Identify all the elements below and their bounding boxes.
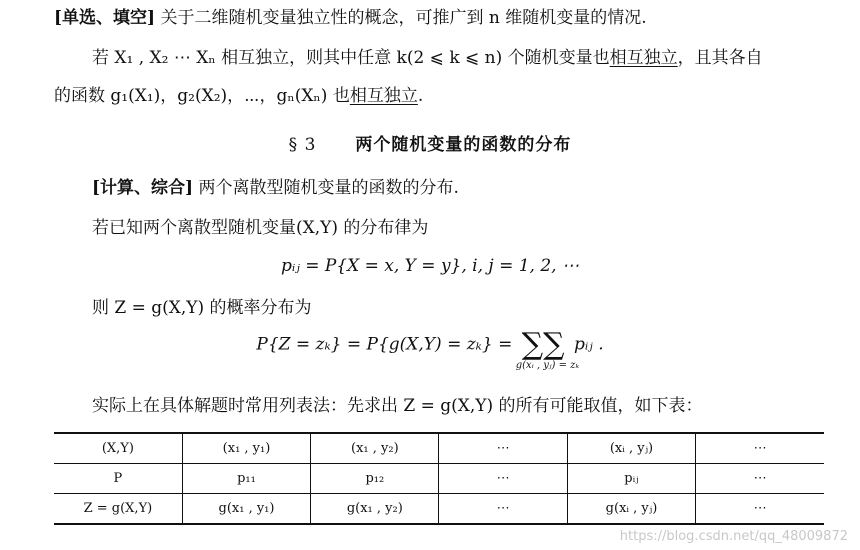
text-segment: . — [417, 86, 424, 106]
para-text: 若已知两个离散型随机变量(X,Y) 的分布律为 — [92, 218, 429, 238]
underlined-term: 相互独立 — [609, 48, 678, 68]
text-segment: 的函数 g₁(X₁)，g₂(X₂)，⋯，gₙ(Xₙ) 也 — [54, 86, 350, 106]
table-cell: g(x₁ , y₁) — [182, 494, 310, 525]
table-cell: ⋯ — [696, 494, 824, 525]
sigma-symbol: ∑∑ — [521, 327, 565, 362]
watermark: https://blog.csdn.net/qq_48009872 — [619, 529, 848, 544]
text-segment: ，且其各自 — [677, 48, 763, 68]
table-cell: ⋯ — [439, 494, 567, 525]
table-cell: ⋯ — [696, 464, 824, 494]
para-discrete-function — [92, 176, 459, 200]
section-number: § 3 — [288, 135, 317, 155]
text-segment: 若 X₁ , X₂ ⋯ Xₙ 相互独立，则其中任意 k(2 ⩽ k ⩽ n) 个随机变量也 — [92, 48, 610, 68]
table-cell: (X,Y) — [54, 433, 182, 464]
table-cell: ⋯ — [696, 433, 824, 464]
table-cell: p₁₁ — [182, 464, 310, 494]
table-cell: P — [54, 464, 182, 494]
table-cell: pᵢⱼ — [567, 464, 695, 494]
para-tabulation-method — [92, 394, 703, 418]
question-type-tag: [单选、填空] — [54, 8, 156, 28]
formula-pij — [0, 256, 860, 276]
section-heading — [0, 130, 860, 155]
table-cell: g(xᵢ , yⱼ) — [567, 494, 695, 525]
table-cell: (x₁ , y₁) — [182, 433, 310, 464]
formula-left: P{Z = zₖ} = P{g(X,Y) = zₖ} = — [256, 334, 513, 355]
para-text: 两个离散型随机变量的函数的分布. — [198, 178, 459, 198]
table-cell: p₁₂ — [311, 464, 439, 494]
table-row — [54, 433, 824, 464]
para-independence-line2 — [54, 84, 423, 108]
para-text: 关于二维随机变量独立性的概念，可推广到 n 维随机变量的情况. — [160, 8, 647, 28]
formula-right: pᵢⱼ . — [574, 334, 604, 355]
table-cell: (x₁ , y₂) — [311, 433, 439, 464]
para-distribution-law — [92, 216, 428, 240]
sum-condition: g(xᵢ , yⱼ) = zₖ — [515, 360, 580, 371]
distribution-table — [54, 432, 824, 525]
formula-sum — [0, 327, 860, 380]
table-row — [54, 464, 824, 494]
para-text: 则 Z = g(X,Y) 的概率分布为 — [92, 298, 312, 318]
double-sum — [515, 327, 580, 371]
table-cell: ⋯ — [439, 464, 567, 494]
underlined-term: 相互独立 — [349, 86, 418, 106]
question-type-tag: [计算、综合] — [92, 178, 194, 198]
table-row — [54, 494, 824, 525]
para-independence-line1 — [92, 46, 763, 70]
table-cell: (xᵢ , yⱼ) — [567, 433, 695, 464]
section-title: 两个随机变量的函数的分布 — [355, 135, 572, 155]
table-cell: g(x₁ , y₂) — [311, 494, 439, 525]
para-text: 实际上在具体解题时常用列表法：先求出 Z = g(X,Y) 的所有可能取值，如下表： — [92, 396, 703, 416]
formula-text: pᵢⱼ = P{X = x, Y = y}, i, j = 1, 2, ⋯ — [281, 256, 579, 276]
table-cell: ⋯ — [439, 433, 567, 464]
para-probability-distribution — [92, 296, 312, 320]
para-independence-generalization — [54, 6, 647, 30]
table-cell: Z = g(X,Y) — [54, 494, 182, 525]
